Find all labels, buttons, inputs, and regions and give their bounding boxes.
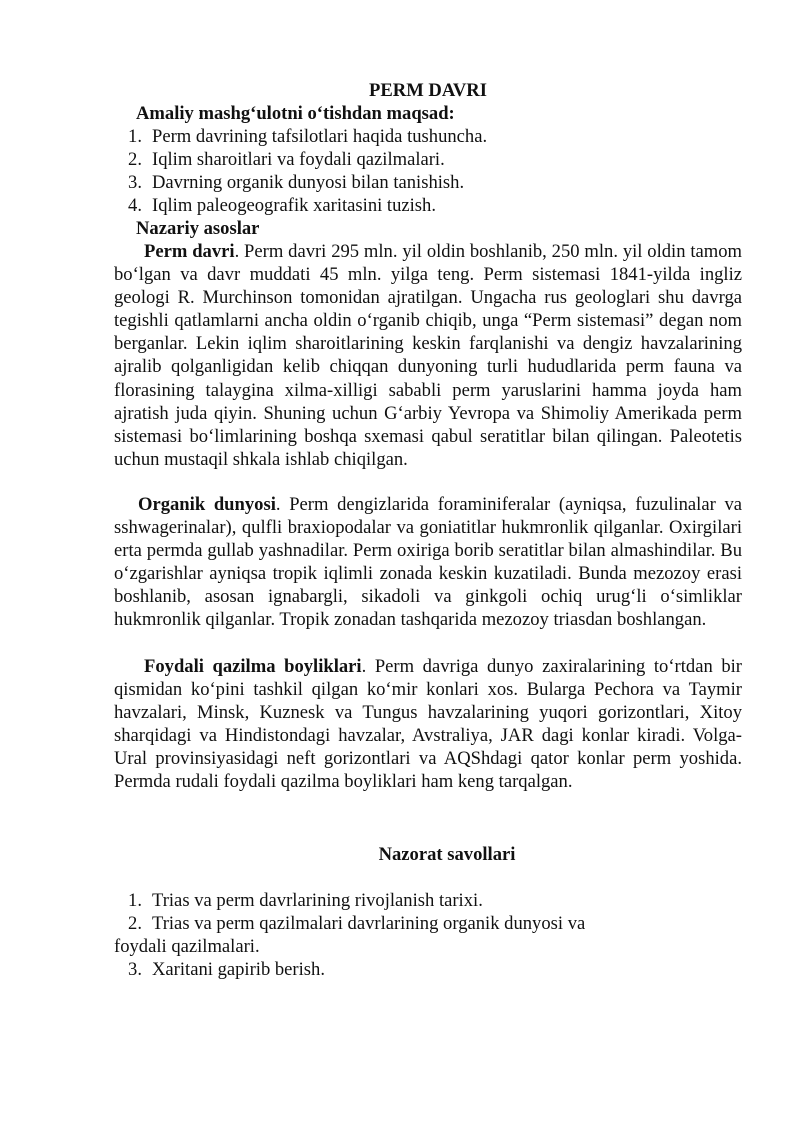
paragraph-text: . Perm davriga dunyo zaxiralarining to‘rtdan bir qismidan ko‘pini tashkil qilgan ko‘mir konlari xos. Bularga Pechora va Taymir havzalari, Minsk, Kuznesk va Tungus havzalarining yuqori gorizontlari, Xitoy sharqidagi va Hindistondagi havzalar, Avstraliya, JAR dagi konlar kiradi. Volga-Ural provinsiyasidagi neft gorizontlari va AQShdagi qator konlar perm yoshida. Permda rudali foydali qazilma boyliklari ham keng tarqalgan. [114, 656, 742, 793]
list-number: 3. [128, 172, 142, 193]
list-item [98, 194, 487, 217]
paragraph-lead: Perm davri [144, 241, 235, 262]
paragraph-text: . Perm davri 295 mln. yil oldin boshlanib, 250 mln. yil oldin tamom bo‘lgan va davr muddati 45 mln. yilga teng. Perm sistemasi 1841-yilda ingliz geologi R. Murchinson tomonidan ajratilgan. Ungacha rus geologlari shu davrga tegishli qatlamlarni ancha oldin o‘rganib chiqib, unga “Perm sistemasi” degan nom berganlar. Lekin iqlim sharoitlarining keskin farqlanishi va dengiz havzalarining ajralib qolganligidan kelib chiqqan dunyoning turli hududlarida perm fauna va florasining talaygina xilma-xilligi sababli perm yaruslarini hamma joyda ham ajratish juda qiyin. Shuning uchun G‘arbiy Yevropa va Shimoliy Amerikada perm sistemasi bo‘limlarining boshqa sxemasi qabul seratitlar bilan qilingan. Paleotetis uchun mustaqil shkala ishlab chiqilgan. [114, 241, 743, 470]
list-number: 3. [128, 959, 142, 980]
list-text: Xaritani gapirib berish. [152, 959, 325, 980]
list-text: Trias va perm davrlarining rivojlanish tarixi. [152, 890, 483, 911]
list-text: Iqlim paleogeografik xaritasini tuzish. [152, 195, 436, 216]
list-text: Iqlim sharoitlari va foydali qazilmalari. [152, 149, 445, 170]
paragraph-lead: Organik dunyosi [138, 494, 276, 515]
list-number: 2. [128, 149, 142, 170]
list-item [98, 958, 325, 981]
paragraph-text: . Perm dengizlarida foraminiferalar (ayniqsa, fuzulinalar va sshwagerinalar), qulfli braxiopodalar va goniatitlar hukmronlik qilganlar. Oxirgilari erta permda gullab yashnadilar. Perm oxiriga borib seratitlar bilan almashindilar. Bu o‘zgarishlar ayniqsa tropik iqlimli zonada keskin kuzatiladi. Bunda mezozoy erasi boshlanib, asosan ignabargli, sikadoli va ginkgoli ochiq urug‘li o‘simliklar hukmronlik qilganlar. Tropik zonadan tashqarida mezozoy triasdan boshlangan. [114, 494, 743, 631]
theory-heading: Nazariy asoslar [136, 218, 260, 239]
list-number: 1. [128, 126, 142, 147]
goals-heading: Amaliy mashg‘ulotni o‘tishdan maqsad: [136, 103, 455, 124]
list-text: Trias va perm qazilmalari davrlarining organik dunyosi va [152, 913, 586, 934]
questions-list-continued [98, 958, 325, 981]
paragraph-foydali-qazilma [114, 655, 742, 794]
question-2-continuation: foydali qazilmalari. [114, 936, 260, 957]
list-item [98, 889, 585, 912]
list-number: 1. [128, 890, 142, 911]
page-title: PERM DAVRI [369, 80, 487, 101]
list-item [98, 171, 487, 194]
paragraph-lead: Foydali qazilma boyliklari [144, 656, 362, 677]
list-item [98, 912, 585, 935]
goals-list [98, 125, 487, 217]
list-text: Davrning organik dunyosi bilan tanishish. [152, 172, 465, 193]
paragraph-perm-davri [114, 240, 742, 471]
list-item [98, 148, 487, 171]
list-number: 2. [128, 913, 142, 934]
list-item [98, 125, 487, 148]
control-questions-heading: Nazorat savollari [378, 844, 516, 865]
list-number: 4. [128, 195, 142, 216]
paragraph-organik-dunyosi [114, 493, 742, 632]
questions-list [98, 889, 585, 935]
list-text: Perm davrining tafsilotlari haqida tushuncha. [152, 126, 488, 147]
